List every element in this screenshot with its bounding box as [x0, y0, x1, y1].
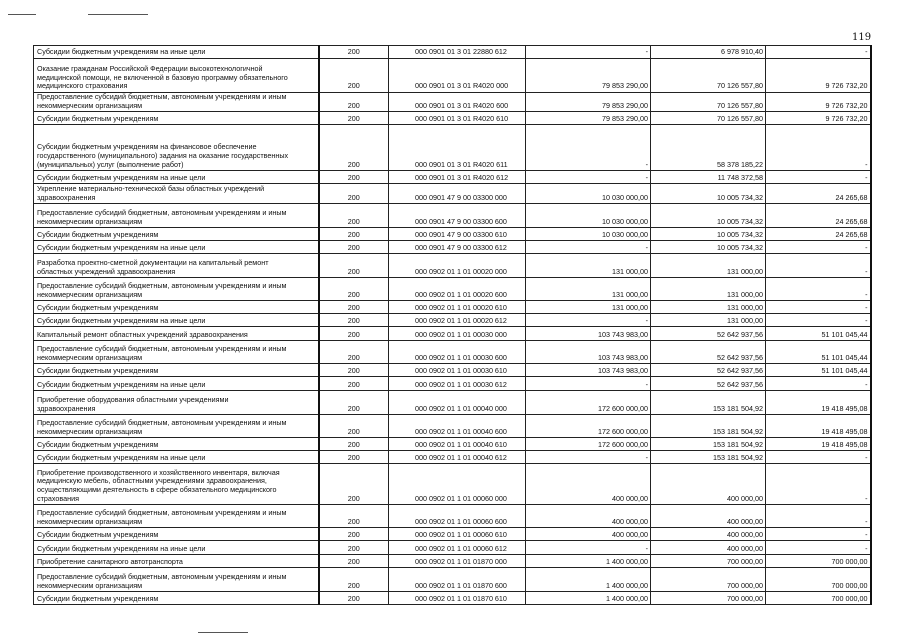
budget-classification-code: 000 0902 01 1 01 00020 612	[389, 314, 526, 327]
row-description: Капитальный ремонт областных учреждений здравоохранения	[34, 327, 319, 341]
budget-classification-code: 000 0902 01 1 01 00060 600	[389, 505, 526, 528]
approved-amount: 1 400 000,00	[526, 592, 651, 605]
table-row	[34, 451, 871, 464]
executed-amount: 58 378 185,22	[651, 125, 766, 171]
budget-classification-code: 000 0902 01 1 01 00060 612	[389, 541, 526, 555]
table-row	[34, 364, 871, 377]
table-row	[34, 254, 871, 278]
executed-amount: 153 181 504,92	[651, 451, 766, 464]
executed-amount: 10 005 734,32	[651, 204, 766, 228]
executed-amount: 700 000,00	[651, 555, 766, 568]
unexecuted-amount: 9 726 732,20	[766, 93, 871, 112]
row-description: Предоставление субсидий бюджетным, автономным учреждениям и иным некоммерческим организациям	[34, 341, 319, 364]
budget-classification-code: 000 0901 01 3 01 R4020 612	[389, 171, 526, 184]
approved-amount: 172 600 000,00	[526, 415, 651, 438]
table-row	[34, 541, 871, 555]
row-code: 200	[319, 112, 389, 125]
table-row	[34, 438, 871, 451]
unexecuted-amount: 24 265,68	[766, 204, 871, 228]
row-code: 200	[319, 171, 389, 184]
unexecuted-amount: 9 726 732,20	[766, 59, 871, 93]
budget-classification-code: 000 0901 01 3 01 R4020 611	[389, 125, 526, 171]
budget-classification-code: 000 0902 01 1 01 01870 600	[389, 568, 526, 592]
unexecuted-amount: 24 265,68	[766, 228, 871, 241]
unexecuted-amount: -	[766, 505, 871, 528]
row-description: Укрепление материально-технической базы областных учреждений здравоохранения	[34, 184, 319, 204]
budget-classification-code: 000 0901 47 9 00 03300 600	[389, 204, 526, 228]
unexecuted-amount: 700 000,00	[766, 555, 871, 568]
row-code: 200	[319, 278, 389, 301]
table-row	[34, 301, 871, 314]
executed-amount: 400 000,00	[651, 505, 766, 528]
approved-amount: 79 853 290,00	[526, 59, 651, 93]
scan-artifact-line	[198, 632, 248, 633]
budget-table	[33, 45, 872, 605]
unexecuted-amount: -	[766, 377, 871, 391]
executed-amount: 131 000,00	[651, 301, 766, 314]
executed-amount: 400 000,00	[651, 528, 766, 541]
row-code: 200	[319, 93, 389, 112]
row-code: 200	[319, 415, 389, 438]
row-description: Субсидии бюджетным учреждениям на иные цели	[34, 241, 319, 254]
budget-classification-code: 000 0902 01 1 01 00020 610	[389, 301, 526, 314]
approved-amount: -	[526, 46, 651, 59]
executed-amount: 52 642 937,56	[651, 364, 766, 377]
table-row	[34, 327, 871, 341]
unexecuted-amount: -	[766, 301, 871, 314]
executed-amount: 11 748 372,58	[651, 171, 766, 184]
unexecuted-amount: -	[766, 254, 871, 278]
row-code: 200	[319, 341, 389, 364]
executed-amount: 131 000,00	[651, 254, 766, 278]
table-row	[34, 341, 871, 364]
table-row	[34, 592, 871, 605]
row-description: Субсидии бюджетным учреждениям на иные цели	[34, 541, 319, 555]
unexecuted-amount: -	[766, 451, 871, 464]
table-row	[34, 377, 871, 391]
unexecuted-amount: 51 101 045,44	[766, 327, 871, 341]
row-code: 200	[319, 327, 389, 341]
scan-artifact-line	[8, 14, 36, 15]
unexecuted-amount: -	[766, 541, 871, 555]
row-code: 200	[319, 377, 389, 391]
executed-amount: 10 005 734,32	[651, 241, 766, 254]
row-code: 200	[319, 528, 389, 541]
approved-amount: 103 743 983,00	[526, 327, 651, 341]
table-row	[34, 555, 871, 568]
budget-classification-code: 000 0902 01 1 01 00060 000	[389, 464, 526, 505]
unexecuted-amount: -	[766, 278, 871, 301]
row-description: Субсидии бюджетным учреждениям на иные цели	[34, 171, 319, 184]
unexecuted-amount: 19 418 495,08	[766, 391, 871, 415]
budget-classification-code: 000 0901 01 3 01 R4020 600	[389, 93, 526, 112]
table-row	[34, 46, 871, 59]
row-code: 200	[319, 59, 389, 93]
approved-amount: -	[526, 125, 651, 171]
approved-amount: 79 853 290,00	[526, 93, 651, 112]
row-code: 200	[319, 46, 389, 59]
budget-classification-code: 000 0902 01 1 01 00030 600	[389, 341, 526, 364]
row-description: Приобретение санитарного автотранспорта	[34, 555, 319, 568]
row-description: Субсидии бюджетным учреждениям	[34, 438, 319, 451]
table-row	[34, 171, 871, 184]
approved-amount: 400 000,00	[526, 464, 651, 505]
row-code: 200	[319, 204, 389, 228]
unexecuted-amount: 19 418 495,08	[766, 415, 871, 438]
table-row	[34, 125, 871, 171]
executed-amount: 52 642 937,56	[651, 377, 766, 391]
approved-amount: -	[526, 377, 651, 391]
table-row	[34, 112, 871, 125]
approved-amount: 400 000,00	[526, 505, 651, 528]
unexecuted-amount: 24 265,68	[766, 184, 871, 204]
unexecuted-amount: 700 000,00	[766, 568, 871, 592]
budget-classification-code: 000 0902 01 1 01 01870 000	[389, 555, 526, 568]
approved-amount: 172 600 000,00	[526, 438, 651, 451]
scan-artifact-line	[88, 14, 148, 15]
unexecuted-amount: -	[766, 125, 871, 171]
executed-amount: 70 126 557,80	[651, 93, 766, 112]
executed-amount: 70 126 557,80	[651, 112, 766, 125]
page-number: 119	[852, 32, 872, 43]
budget-classification-code: 000 0901 47 9 00 03300 610	[389, 228, 526, 241]
table-row	[34, 204, 871, 228]
unexecuted-amount: 9 726 732,20	[766, 112, 871, 125]
row-description: Предоставление субсидий бюджетным, автономным учреждениям и иным некоммерческим организациям	[34, 415, 319, 438]
budget-classification-code: 000 0902 01 1 01 00030 612	[389, 377, 526, 391]
executed-amount: 52 642 937,56	[651, 327, 766, 341]
budget-classification-code: 000 0902 01 1 01 00030 610	[389, 364, 526, 377]
row-description: Оказание гражданам Российской Федерации высокотехнологичной медицинской помощи, не включенной в базовую программу обязательного медицинского страхования	[34, 59, 319, 93]
unexecuted-amount: 19 418 495,08	[766, 438, 871, 451]
row-description: Предоставление субсидий бюджетным, автономным учреждениям и иным некоммерческим организациям	[34, 505, 319, 528]
approved-amount: 1 400 000,00	[526, 568, 651, 592]
row-code: 200	[319, 505, 389, 528]
table-row	[34, 505, 871, 528]
approved-amount: 1 400 000,00	[526, 555, 651, 568]
budget-classification-code: 000 0902 01 1 01 00030 000	[389, 327, 526, 341]
budget-classification-code: 000 0902 01 1 01 00020 600	[389, 278, 526, 301]
row-description: Субсидии бюджетным учреждениям	[34, 592, 319, 605]
budget-classification-code: 000 0901 01 3 01 R4020 000	[389, 59, 526, 93]
row-code: 200	[319, 314, 389, 327]
approved-amount: -	[526, 541, 651, 555]
table-row	[34, 184, 871, 204]
approved-amount: -	[526, 241, 651, 254]
row-description: Предоставление субсидий бюджетным, автономным учреждениям и иным некоммерческим организациям	[34, 204, 319, 228]
budget-classification-code: 000 0902 01 1 01 00020 000	[389, 254, 526, 278]
table-row	[34, 568, 871, 592]
row-description: Разработка проектно-сметной документации на капитальный ремонт областных учреждений здравоохранения	[34, 254, 319, 278]
budget-classification-code: 000 0901 01 3 01 22880 612	[389, 46, 526, 59]
executed-amount: 52 642 937,56	[651, 341, 766, 364]
row-code: 200	[319, 451, 389, 464]
executed-amount: 153 181 504,92	[651, 415, 766, 438]
row-description: Субсидии бюджетным учреждениям	[34, 528, 319, 541]
approved-amount: 131 000,00	[526, 278, 651, 301]
approved-amount: 172 600 000,00	[526, 391, 651, 415]
row-code: 200	[319, 254, 389, 278]
row-description: Субсидии бюджетным учреждениям на иные цели	[34, 46, 319, 59]
table-row	[34, 228, 871, 241]
executed-amount: 10 005 734,32	[651, 184, 766, 204]
row-description: Субсидии бюджетным учреждениям на иные цели	[34, 377, 319, 391]
executed-amount: 10 005 734,32	[651, 228, 766, 241]
row-description: Предоставление субсидий бюджетным, автономным учреждениям и иным некоммерческим организациям	[34, 93, 319, 112]
row-description: Субсидии бюджетным учреждениям	[34, 228, 319, 241]
unexecuted-amount: -	[766, 528, 871, 541]
unexecuted-amount: -	[766, 314, 871, 327]
table-row	[34, 241, 871, 254]
approved-amount: 79 853 290,00	[526, 112, 651, 125]
table-row	[34, 278, 871, 301]
approved-amount: -	[526, 171, 651, 184]
row-code: 200	[319, 555, 389, 568]
row-code: 200	[319, 241, 389, 254]
unexecuted-amount: 700 000,00	[766, 592, 871, 605]
table-row	[34, 314, 871, 327]
approved-amount: 103 743 983,00	[526, 341, 651, 364]
executed-amount: 153 181 504,92	[651, 438, 766, 451]
executed-amount: 700 000,00	[651, 592, 766, 605]
row-description: Субсидии бюджетным учреждениям на финансовое обеспечение государственного (муниципального) задания на оказание государственных (муниципальных) услуг (выполнение работ)	[34, 125, 319, 171]
budget-classification-code: 000 0902 01 1 01 00040 000	[389, 391, 526, 415]
approved-amount: 10 030 000,00	[526, 204, 651, 228]
approved-amount: -	[526, 451, 651, 464]
approved-amount: 131 000,00	[526, 254, 651, 278]
row-code: 200	[319, 592, 389, 605]
approved-amount: 10 030 000,00	[526, 228, 651, 241]
row-code: 200	[319, 464, 389, 505]
budget-classification-code: 000 0902 01 1 01 01870 610	[389, 592, 526, 605]
unexecuted-amount: -	[766, 241, 871, 254]
executed-amount: 700 000,00	[651, 568, 766, 592]
row-description: Субсидии бюджетным учреждениям на иные цели	[34, 314, 319, 327]
budget-classification-code: 000 0902 01 1 01 00040 600	[389, 415, 526, 438]
executed-amount: 153 181 504,92	[651, 391, 766, 415]
executed-amount: 400 000,00	[651, 464, 766, 505]
unexecuted-amount: -	[766, 464, 871, 505]
row-code: 200	[319, 228, 389, 241]
row-description: Предоставление субсидий бюджетным, автономным учреждениям и иным некоммерческим организациям	[34, 278, 319, 301]
executed-amount: 70 126 557,80	[651, 59, 766, 93]
row-code: 200	[319, 568, 389, 592]
approved-amount: 400 000,00	[526, 528, 651, 541]
table-row	[34, 464, 871, 505]
approved-amount: 131 000,00	[526, 301, 651, 314]
table-row	[34, 59, 871, 93]
row-description: Приобретение производственного и хозяйственного инвентаря, включая медицинскую мебель, областными учреждениями здравоохранения, осуществляющими деятельность в сфере обязательного медицинского страхования	[34, 464, 319, 505]
table-row	[34, 528, 871, 541]
row-description: Субсидии бюджетным учреждениям	[34, 112, 319, 125]
row-description: Предоставление субсидий бюджетным, автономным учреждениям и иным некоммерческим организациям	[34, 568, 319, 592]
executed-amount: 131 000,00	[651, 278, 766, 301]
row-code: 200	[319, 391, 389, 415]
budget-classification-code: 000 0902 01 1 01 00040 610	[389, 438, 526, 451]
table-row	[34, 415, 871, 438]
budget-classification-code: 000 0902 01 1 01 00040 612	[389, 451, 526, 464]
table-row	[34, 93, 871, 112]
row-code: 200	[319, 125, 389, 171]
unexecuted-amount: 51 101 045,44	[766, 364, 871, 377]
budget-classification-code: 000 0901 01 3 01 R4020 610	[389, 112, 526, 125]
budget-classification-code: 000 0901 47 9 00 03300 000	[389, 184, 526, 204]
row-code: 200	[319, 301, 389, 314]
approved-amount: 10 030 000,00	[526, 184, 651, 204]
approved-amount: 103 743 983,00	[526, 364, 651, 377]
executed-amount: 400 000,00	[651, 541, 766, 555]
row-code: 200	[319, 438, 389, 451]
row-code: 200	[319, 364, 389, 377]
budget-classification-code: 000 0901 47 9 00 03300 612	[389, 241, 526, 254]
row-description: Субсидии бюджетным учреждениям на иные цели	[34, 451, 319, 464]
row-description: Субсидии бюджетным учреждениям	[34, 364, 319, 377]
row-description: Приобретение оборудования областными учреждениями здравоохранения	[34, 391, 319, 415]
table-row	[34, 391, 871, 415]
approved-amount: -	[526, 314, 651, 327]
budget-classification-code: 000 0902 01 1 01 00060 610	[389, 528, 526, 541]
unexecuted-amount: 51 101 045,44	[766, 341, 871, 364]
executed-amount: 131 000,00	[651, 314, 766, 327]
row-description: Субсидии бюджетным учреждениям	[34, 301, 319, 314]
executed-amount: 6 978 910,40	[651, 46, 766, 59]
row-code: 200	[319, 541, 389, 555]
unexecuted-amount: -	[766, 46, 871, 59]
unexecuted-amount: -	[766, 171, 871, 184]
row-code: 200	[319, 184, 389, 204]
